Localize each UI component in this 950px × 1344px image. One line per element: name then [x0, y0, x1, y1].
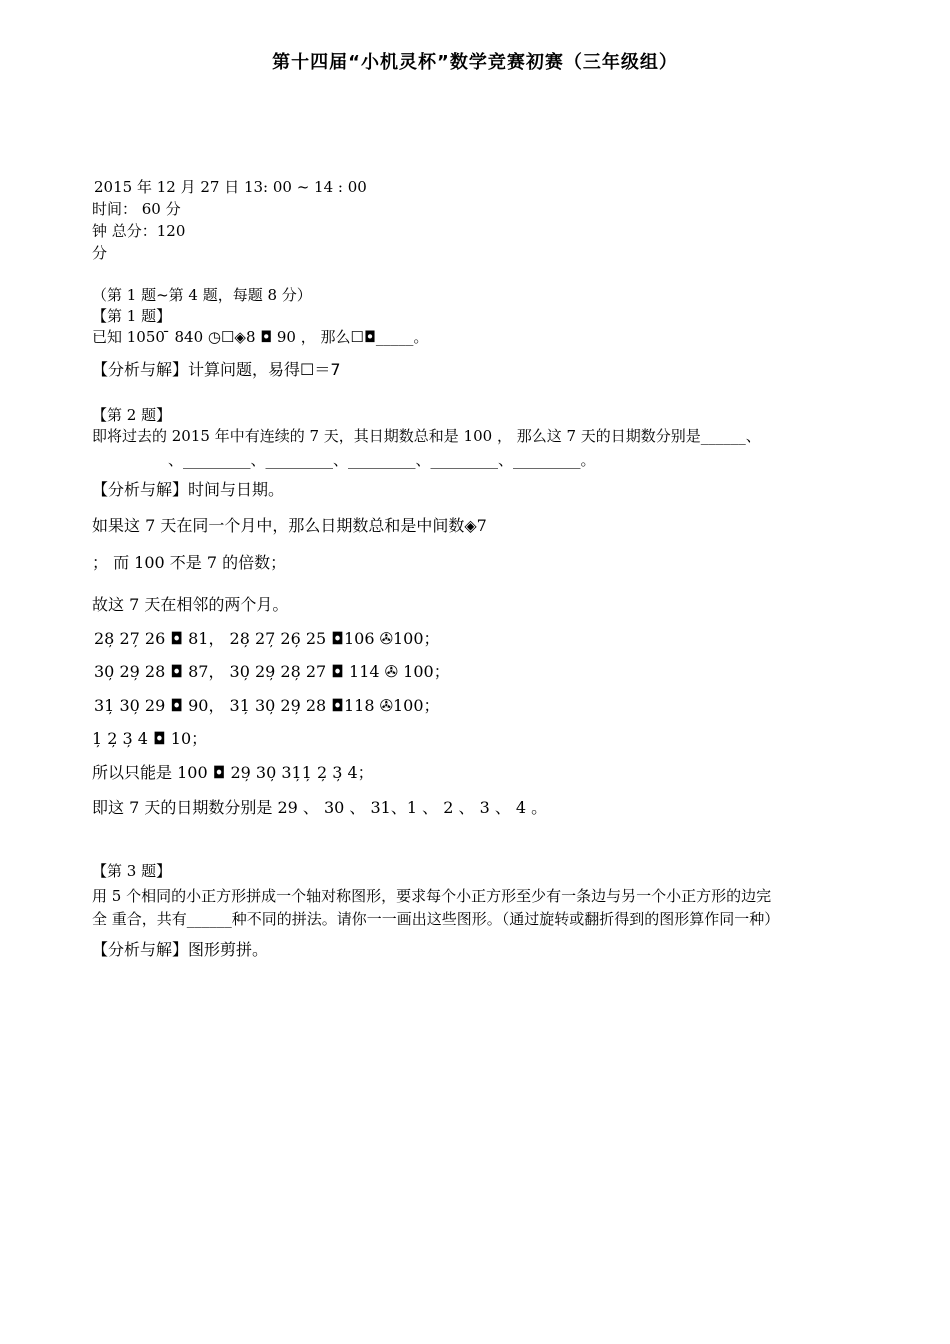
question-2-analysis-line: 30̦ 29̦ 28 ◘ 87， 30̦ 29̦ 28̦ 27 ◘ 114 ✇ 100；	[94, 662, 450, 681]
exam-unit-line: 分	[92, 244, 108, 262]
question-3-label: 【第 3 题】	[92, 862, 172, 880]
question-2-label: 【第 2 题】	[92, 406, 172, 424]
document-title: 第十四届“小机灵杯”数学竞赛初赛（三年级组）	[272, 52, 678, 73]
question-2-analysis-line: 所以只能是 100 ◘ 29̦ 30̦ 31̦1̦ 2̦ 3̦ 4；	[92, 763, 374, 782]
exam-time-line: 时间： 60 分	[92, 200, 181, 218]
question-2-analysis-line: ； 而 100 不是 7 的倍数；	[92, 553, 287, 572]
question-3-analysis: 【分析与解】图形剪拼。	[92, 940, 269, 959]
question-3-text-line-1: 用 5 个相同的小正方形拼成一个轴对称图形，要求每个小正方形至少有一条边与另一个小正方形的边完	[92, 887, 772, 905]
exam-date-line: 2015 年 12 月 27 日 13: 00 ~ 14 : 00	[94, 178, 367, 196]
question-2-text-line-2: 、_________、_________、_________、_________、_________。	[168, 451, 596, 469]
question-2-analysis-line: 故这 7 天在相邻的两个月。	[92, 595, 289, 614]
question-2-analysis-line: 1̦ 2̦ 3̦ 4 ◘ 10；	[92, 729, 208, 748]
question-2-text-line-1: 即将过去的 2015 年中有连续的 7 天，其日期数总和是 100 ， 那么这 7 天的日期数分别是______、	[92, 427, 761, 445]
section-note: （第 1 题~第 4 题，每题 8 分）	[92, 286, 312, 304]
question-2-analysis-title: 【分析与解】时间与日期。	[92, 480, 285, 499]
question-1-analysis: 【分析与解】计算问题，易得☐＝7	[92, 360, 341, 379]
question-2-analysis-line: 即这 7 天的日期数分别是 29 、 30 、 31、1 、 2 、 3 、 4 。	[92, 798, 548, 817]
exam-total-line: 钟 总分：120	[92, 222, 186, 240]
question-3-text-line-2: 全 重合，共有______种不同的拼法。请你一一画出这些图形。（通过旋转或翻折得到的图形算作同一种）	[92, 910, 780, 928]
question-1-label: 【第 1 题】	[92, 307, 172, 325]
question-1-text: 已知 1050 ̄ 840 ◷☐◈8 ◘ 90 ， 那么☐◘_____。	[92, 328, 429, 346]
question-2-analysis-line: 如果这 7 天在同一个月中，那么日期数总和是中间数◈7	[92, 516, 487, 535]
question-2-analysis-line: 28̦ 27̦ 26 ◘ 81， 28̦ 27̦ 26̦ 25 ◘106 ✇100；	[94, 629, 440, 648]
question-2-analysis-line: 31̦ 30̦ 29 ◘ 90， 31̦ 30̦ 29̦ 28 ◘118 ✇100；	[94, 696, 440, 715]
